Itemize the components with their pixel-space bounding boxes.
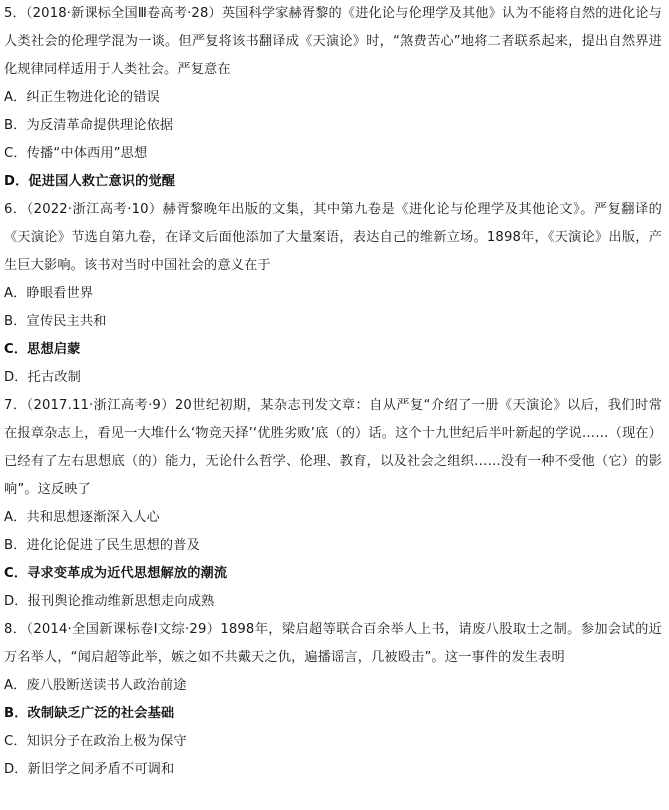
- question-stem: 8．（2014·全国新课标卷Ⅰ文综·29）1898年，梁启超等联合百余举人上书，请废八股取士之制。参加会试的近万名举人，“闻启超等此举，嫉之如不共戴天之仇，遍播谣言，几被殴击”。这一事件的发生表明: [4, 622, 662, 665]
- option-a: A．废八股断送读书人政治前途: [4, 678, 187, 693]
- option-d: D．报刊舆论推动维新思想走向成熟: [4, 594, 215, 609]
- option-c-answer: C．寻求变革成为近代思想解放的潮流: [4, 566, 228, 581]
- option-b-answer: B．改制缺乏广泛的社会基础: [4, 706, 175, 721]
- option-c: C．知识分子在政治上极为保守: [4, 734, 187, 749]
- option-a: A．共和思想逐渐深入人心: [4, 510, 160, 525]
- question-8: [4, 616, 662, 784]
- option-b: B．宣传民主共和: [4, 314, 107, 329]
- question-7: [4, 392, 662, 616]
- option-c: C．传播“中体西用”思想: [4, 146, 148, 161]
- option-c-answer: C．思想启蒙: [4, 342, 81, 357]
- option-b: B．进化论促进了民生思想的普及: [4, 538, 200, 553]
- question-stem: 7．（2017.11·浙江高考·9）20世纪初期，某杂志刊发文章：自从严复“介绍了一册《天演论》以后，我们时常在报章杂志上，看见一大堆什么‘物竞天择’‘优胜劣败’底（的）话。这个十九世纪后半叶新起的学说……（现在）已经有了左右思想底（的）能力，无论什么哲学、伦理、教育，以及社会之组织……没有一种不受他（它）的影响”。这反映了: [4, 398, 662, 497]
- option-d: D．新旧学之间矛盾不可调和: [4, 762, 175, 777]
- option-a: A．纠正生物进化论的错误: [4, 90, 160, 105]
- option-d: D．托古改制: [4, 370, 81, 385]
- question-stem: 6．（2022·浙江高考·10）赫胥黎晚年出版的文集，其中第九卷是《进化论与伦理学及其他论文》。严复翻译的《天演论》节选自第九卷，在译文后面他添加了大量案语，表达自己的维新立场。1898年，《天演论》出版，产生巨大影响。该书对当时中国社会的意义在于: [4, 202, 662, 273]
- option-b: B．为反清革命提供理论依据: [4, 118, 174, 133]
- question-6: [4, 196, 662, 392]
- question-stem: 5．（2018·新课标全国Ⅲ卷高考·28）英国科学家赫胥黎的《进化论与伦理学及其他》认为不能将自然的进化论与人类社会的伦理学混为一谈。但严复将该书翻译成《天演论》时，“煞费苦心”地将二者联系起来，提出自然界进化规律同样适用于人类社会。严复意在: [4, 6, 662, 77]
- option-a: A．睁眼看世界: [4, 286, 94, 301]
- option-d-answer: D．促进国人救亡意识的觉醒: [4, 174, 176, 189]
- question-5: [4, 0, 662, 196]
